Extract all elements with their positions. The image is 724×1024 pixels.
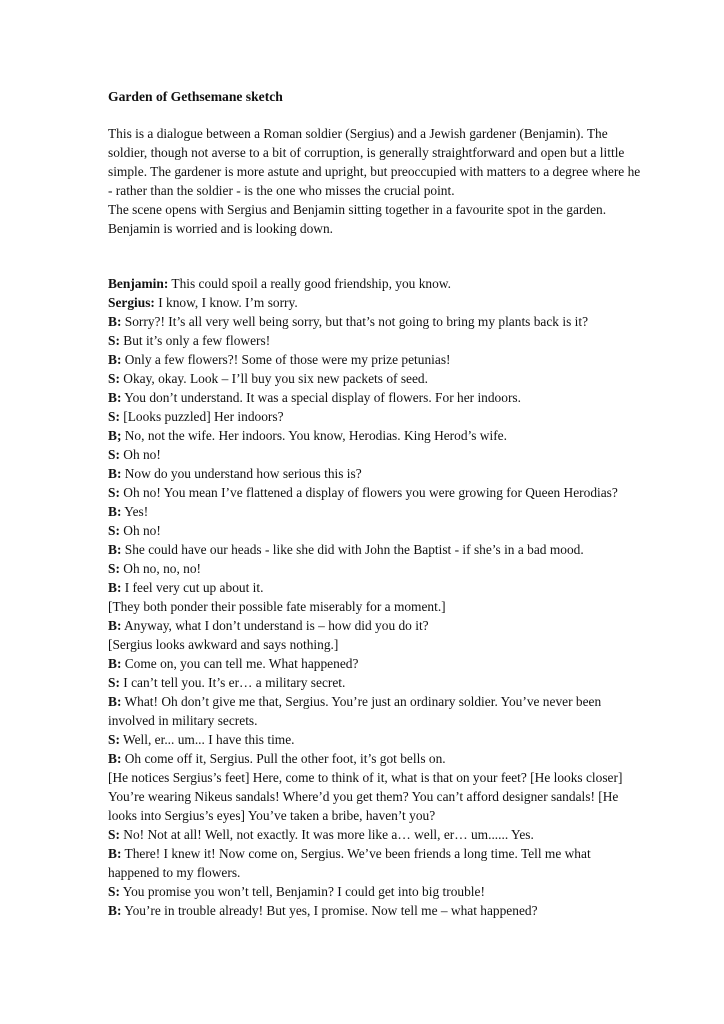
speaker-label: B [108,466,117,481]
line-text: No! Not at all! Well, not exactly. It was more like a… well, er… um...... Yes. [119,827,534,842]
intro-paragraph-1: This is a dialogue between a Roman soldier (Sergius) and a Jewish gardener (Benjamin). The soldier, though not averse to a bit of corruption, is generally straightforward and open but a little simple. The gardener is more astute and upright, but preoccupied with matters to a degree where he - rather than the soldier - is the one who misses the crucial point. [108,126,641,198]
dialogue-line [108,673,644,692]
speaker-separator: : [115,333,120,348]
line-text: Now do you understand how serious this is? [121,466,362,481]
line-text: You promise you won’t tell, Benjamin? I could get into big trouble! [119,884,485,899]
dialogue-line [108,369,644,388]
dialogue-line [108,483,644,502]
line-text: Anyway, what I don’t understand is – how did you do it? [121,618,429,633]
dialogue-line [108,749,644,768]
speaker-separator: : [150,295,155,310]
intro-paragraph-2: The scene opens with Sergius and Benjamin sitting together in a favourite spot in the garden. Benjamin is worried and is looking down. [108,202,607,236]
speaker-label: S [108,561,116,576]
speaker-label: S [108,732,116,747]
speaker-label: B [108,694,117,709]
speaker-separator: : [116,694,122,709]
speaker-label: S [108,409,116,424]
dialogue-line [108,445,644,464]
speaker-label: Benjamin [108,276,164,291]
line-text: But it’s only a few flowers! [119,333,271,348]
line-text: [He notices Sergius’s feet] Here, come to think of it, what is that on your feet? [He looks closer] You’re wearing Nikeus sandals! Where’d you get them? You can’t afford designer sandals! [He looks into Sergius’s eyes] You’ve taken a bribe, haven’t you? [108,770,623,823]
line-text: I can’t tell you. It’s er… a military secret. [119,675,346,690]
speaker-label: B [108,618,117,633]
line-text: Come on, you can tell me. What happened? [121,656,359,671]
speaker-label: S [108,333,116,348]
speaker-label: S [108,523,116,538]
speaker-label: S [108,884,116,899]
dialogue-line [108,882,644,901]
line-text: Oh come off it, Sergius. Pull the other foot, it’s got bells on. [121,751,446,766]
speaker-label: B [108,314,117,329]
speaker-separator: : [116,618,122,633]
dialogue-line [108,559,644,578]
speaker-separator: : [115,884,120,899]
speaker-separator: : [116,466,122,481]
intro-section [108,124,644,238]
speaker-separator: : [115,447,120,462]
line-text: [They both ponder their possible fate miserably for a moment.] [108,599,446,614]
speaker-separator: : [115,827,120,842]
dialogue-line [108,730,644,749]
dialogue-line [108,654,644,673]
speaker-separator: : [163,276,169,291]
speaker-label: B [108,580,117,595]
speaker-separator: : [115,561,120,576]
dialogue-line [108,540,644,559]
speaker-separator: : [116,542,122,557]
speaker-separator: : [115,371,120,386]
line-text: She could have our heads - like she did with John the Baptist - if she’s in a bad mood. [121,542,584,557]
dialogue-line [108,597,644,616]
line-text: [Sergius looks awkward and says nothing.] [108,637,339,652]
speaker-separator: : [116,390,122,405]
line-text: Okay, okay. Look – I’ll buy you six new packets of seed. [119,371,428,386]
speaker-label: B [108,390,117,405]
speaker-separator: : [115,409,120,424]
speaker-label: S [108,675,116,690]
line-text: Oh no! You mean I’ve flattened a display of flowers you were growing for Queen Herodias? [119,485,618,500]
speaker-separator: : [116,314,122,329]
speaker-label: S [108,447,116,462]
speaker-separator: : [116,751,122,766]
dialogue-line [108,901,644,920]
speaker-label: B [108,352,117,367]
speaker-separator: : [116,903,122,918]
speaker-separator: : [116,504,122,519]
line-text: You’re in trouble already! But yes, I promise. Now tell me – what happened? [121,903,538,918]
line-text: No, not the wife. Her indoors. You know, Herodias. King Herod’s wife. [121,428,507,443]
speaker-label: B [108,751,117,766]
line-text: Yes! [121,504,149,519]
line-text: Sorry?! It’s all very well being sorry, but that’s not going to bring my plants back is it? [121,314,589,329]
dialogue-line [108,502,644,521]
dialogue-line [108,521,644,540]
line-text: This could spoil a really good friendship, you know. [168,276,451,291]
speaker-label: S [108,371,116,386]
speaker-separator: : [116,352,122,367]
speaker-separator: : [115,675,120,690]
line-text: Well, er... um... I have this time. [119,732,295,747]
dialogue-line [108,616,644,635]
speaker-label: B [108,542,117,557]
dialogue-line [108,635,644,654]
line-text: What! Oh don’t give me that, Sergius. You’re just an ordinary soldier. You’ve never been involved in military secrets. [108,694,602,728]
speaker-separator: : [115,732,120,747]
speaker-separator: : [116,580,122,595]
dialogue-line [108,844,644,882]
dialogue-line [108,825,644,844]
line-text: I know, I know. I’m sorry. [154,295,298,310]
dialogue-line [108,464,644,483]
line-text: [Looks puzzled] Her indoors? [119,409,284,424]
speaker-label: B [108,428,117,443]
speaker-label: B [108,656,117,671]
line-text: Oh no! [119,523,161,538]
line-text: There! I knew it! Now come on, Sergius. We’ve been friends a long time. Tell me what happened to my flowers. [108,846,591,880]
dialogue-section [108,274,644,920]
line-text: Oh no! [119,447,161,462]
speaker-separator: : [115,523,120,538]
speaker-label: B [108,504,117,519]
line-text: I feel very cut up about it. [121,580,264,595]
line-text: You don’t understand. It was a special display of flowers. For her indoors. [121,390,521,405]
speaker-label: B [108,903,117,918]
dialogue-line [108,388,644,407]
speaker-separator: : [115,485,120,500]
speaker-separator: : [116,656,122,671]
dialogue-line [108,293,644,312]
document-title: Garden of Gethsemane sketch [108,89,283,104]
dialogue-line [108,407,644,426]
speaker-label: S [108,485,116,500]
speaker-label: Sergius [108,295,151,310]
dialogue-line [108,692,644,730]
speaker-label: S [108,827,116,842]
dialogue-line [108,426,644,445]
dialogue-line [108,331,644,350]
speaker-separator: ; [116,428,122,443]
speaker-separator: : [116,846,122,861]
dialogue-line [108,312,644,331]
dialogue-line [108,578,644,597]
dialogue-line [108,350,644,369]
line-text: Only a few flowers?! Some of those were my prize petunias! [121,352,451,367]
speaker-label: B [108,846,117,861]
dialogue-line [108,768,644,825]
line-text: Oh no, no, no! [119,561,202,576]
dialogue-line [108,274,644,293]
